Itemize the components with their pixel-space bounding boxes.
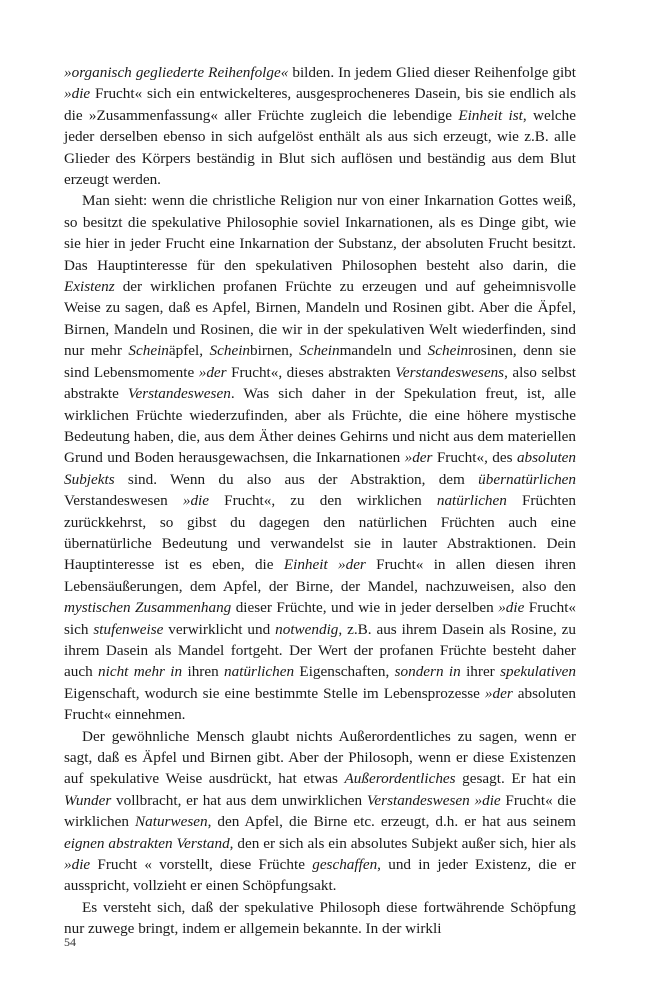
text-run: ihren xyxy=(182,663,225,681)
text-run: Frucht«, des xyxy=(432,449,517,467)
italic-run: »der xyxy=(198,363,227,381)
text-run: , welche jeder derselben ebenso in sich aufgelöst enthält als aus sich erzeugt, wie z.B. alle Glieder des Körpers beständig in Blut sich auflösen und beständig aus dem Blut erzeugt werden. xyxy=(64,106,576,189)
italic-run: Wunder xyxy=(64,791,112,809)
text-run: äpfel, xyxy=(168,342,210,360)
paragraph xyxy=(64,897,576,940)
text-run: absoluten Frucht« einnehmen. xyxy=(64,684,576,724)
italic-run: »die xyxy=(182,492,210,510)
italic-run: »die xyxy=(64,856,91,874)
italic-run: »der xyxy=(484,684,513,702)
italic-run: Existenz xyxy=(64,278,115,296)
italic-run: Schein xyxy=(299,342,340,360)
text-run: rosinen, denn sie sind Lebensmomente xyxy=(64,342,577,381)
text-run: Man sieht: wenn die christliche Religion nur von einer Inkarnation Gottes weiß, so besitzt die spekulative Philosophie soviel Inkarnationen, als es Dinge gibt, wie sie hier in jeder Frucht eine Inkarnation der Substanz, der absoluten Frucht besitzt. Das Hauptinteresse für den spekulativen Philosophen besteht also darin, die xyxy=(64,192,576,274)
italic-run: absoluten Subjekts xyxy=(64,449,576,488)
italic-run: natürlichen xyxy=(224,663,295,681)
text-run: ihrer xyxy=(460,663,501,681)
italic-run: Schein xyxy=(427,342,469,360)
italic-run: Schein xyxy=(128,342,169,360)
italic-run: nicht mehr in xyxy=(98,663,183,681)
italic-run: Außerordentliches xyxy=(344,770,456,788)
text-run: Frucht« sich xyxy=(64,599,577,638)
body-text xyxy=(64,62,576,940)
italic-run: übernatürlichen xyxy=(478,470,576,488)
text-run: vollbracht, er hat aus dem unwirklichen xyxy=(111,791,367,809)
text-run: Eigenschaft, wodurch sie eine bestimmte Stelle im Lebensprozesse xyxy=(64,684,485,702)
text-run: , und in jeder Existenz, die er ausspricht, vollzieht er einen Schöpfungsakt. xyxy=(64,856,576,895)
text-run: , den Apfel, die Birne etc. erzeugt, d.h. er hat aus seinem xyxy=(207,813,576,831)
text-run: Der gewöhnliche Mensch glaubt nichts Außerordentliches zu sagen, wenn er sagt, daß es Äpfel und Birnen gibt. Aber der Philosoph, wenn er diese Existenzen auf spekulative Weise ausdrückt, hat etwas xyxy=(64,727,576,788)
text-run: , z.B. aus ihrem Dasein als Rosine, zu ihrem Dasein als Mandel fortgeht. Der Wert der profanen Früchte besteht daher auch xyxy=(64,620,577,681)
paragraph xyxy=(64,190,576,725)
paragraph xyxy=(64,726,576,897)
text-run: Es versteht sich, daß der spekulative Philosoph diese fortwährende Schöpfung nur zuwege bringt, indem er allgemein bekannte. In der wirkli xyxy=(64,898,576,938)
text-run: Frucht«, dieses abstrakten xyxy=(226,363,396,381)
text-run: Frucht« in allen diesen ihren Lebensäußerungen, dem Apfel, der Birne, der Mandel, nachzuweisen, also den xyxy=(64,556,576,595)
italic-run: Einheit ist xyxy=(458,106,523,124)
italic-run: Verstandeswesen »die xyxy=(366,791,501,809)
text-run: gesagt. Er hat ein xyxy=(455,770,576,788)
italic-run: »der xyxy=(404,449,433,467)
text-run: Frucht« sich ein entwickelteres, ausgesprocheneres Dasein, bis sie endlich als die »Zusammenfassung« aller Früchte zugleich die lebendige xyxy=(64,85,576,124)
text-run: der wirklichen profanen Früchte zu erzeugen und auf geheimnisvolle Weise zu sagen, daß es Apfel, Birnen, Mandeln und Rosinen gibt. Aber die Äpfel, Birnen, Mandeln und Rosinen, die wir in der spekulativen Welt wiederfinden, sind nur mehr xyxy=(64,278,576,360)
text-run: verwirklicht und xyxy=(163,620,276,638)
italic-run: Naturwesen xyxy=(135,813,208,831)
text-run: Frucht« die wirklichen xyxy=(64,791,576,831)
text-run: Verstandeswesen xyxy=(64,492,183,510)
italic-run: mystischen Zusammenhang xyxy=(64,599,232,617)
italic-run: geschaffen xyxy=(312,856,378,874)
text-run: birnen, xyxy=(250,342,300,360)
text-run: mandeln und xyxy=(339,342,428,360)
text-run: Eigenschaften, xyxy=(294,663,395,681)
italic-run: stufenweise xyxy=(93,620,164,638)
italic-run: spekulativen xyxy=(500,663,577,681)
italic-run: sondern in xyxy=(394,663,461,681)
italic-run: eignen abstrakten Verstand xyxy=(64,834,230,852)
text-run: sind. Wenn du also aus der Abstraktion, dem xyxy=(114,470,479,488)
italic-run: Verstandeswesen xyxy=(127,385,231,403)
page-number: 54 xyxy=(64,935,76,949)
text-run: Früchten zurückkehrst, so gibst du dagegen den natürlichen Früchten auch eine übernatürliche Bedeutung und verwandelst sie in lauter Abstraktionen. Dein Hauptinteresse ist es eben, die xyxy=(64,492,576,574)
italic-run: »die xyxy=(498,599,525,617)
italic-run: natürlichen xyxy=(436,492,507,510)
italic-run: »organisch gegliederte Reihenfolge« xyxy=(64,64,289,81)
text-run: dieser Früchte, und wie in jeder derselben xyxy=(231,599,499,617)
italic-run: »die xyxy=(64,85,91,103)
text-run: . Was sich daher in der Spekulation freut, ist, alle wirklichen Früchte wiederzufinden, aber als Früchte, die eine höhere mystische Bedeutung haben, die, aus dem Äther deines Gehirns und nicht aus dem materiellen Grund und Boden herausgewachsen, die Inkarnationen xyxy=(64,385,576,467)
text-run: bilden. In jedem Glied dieser Reihenfolge gibt xyxy=(288,64,576,81)
paragraph xyxy=(64,62,576,190)
text-run: Frucht«, zu den wirklichen xyxy=(209,492,437,510)
italic-run: Verstandeswesens xyxy=(395,363,505,381)
text-run: Frucht « vorstellt, diese Früchte xyxy=(90,856,313,874)
italic-run: Einheit »der xyxy=(283,556,366,574)
italic-run: notwendig xyxy=(275,620,339,638)
text-run: , den er sich als ein absolutes Subjekt außer sich, hier als xyxy=(229,834,576,852)
italic-run: Schein xyxy=(209,342,251,360)
text-run: , also selbst abstrakte xyxy=(64,363,576,403)
